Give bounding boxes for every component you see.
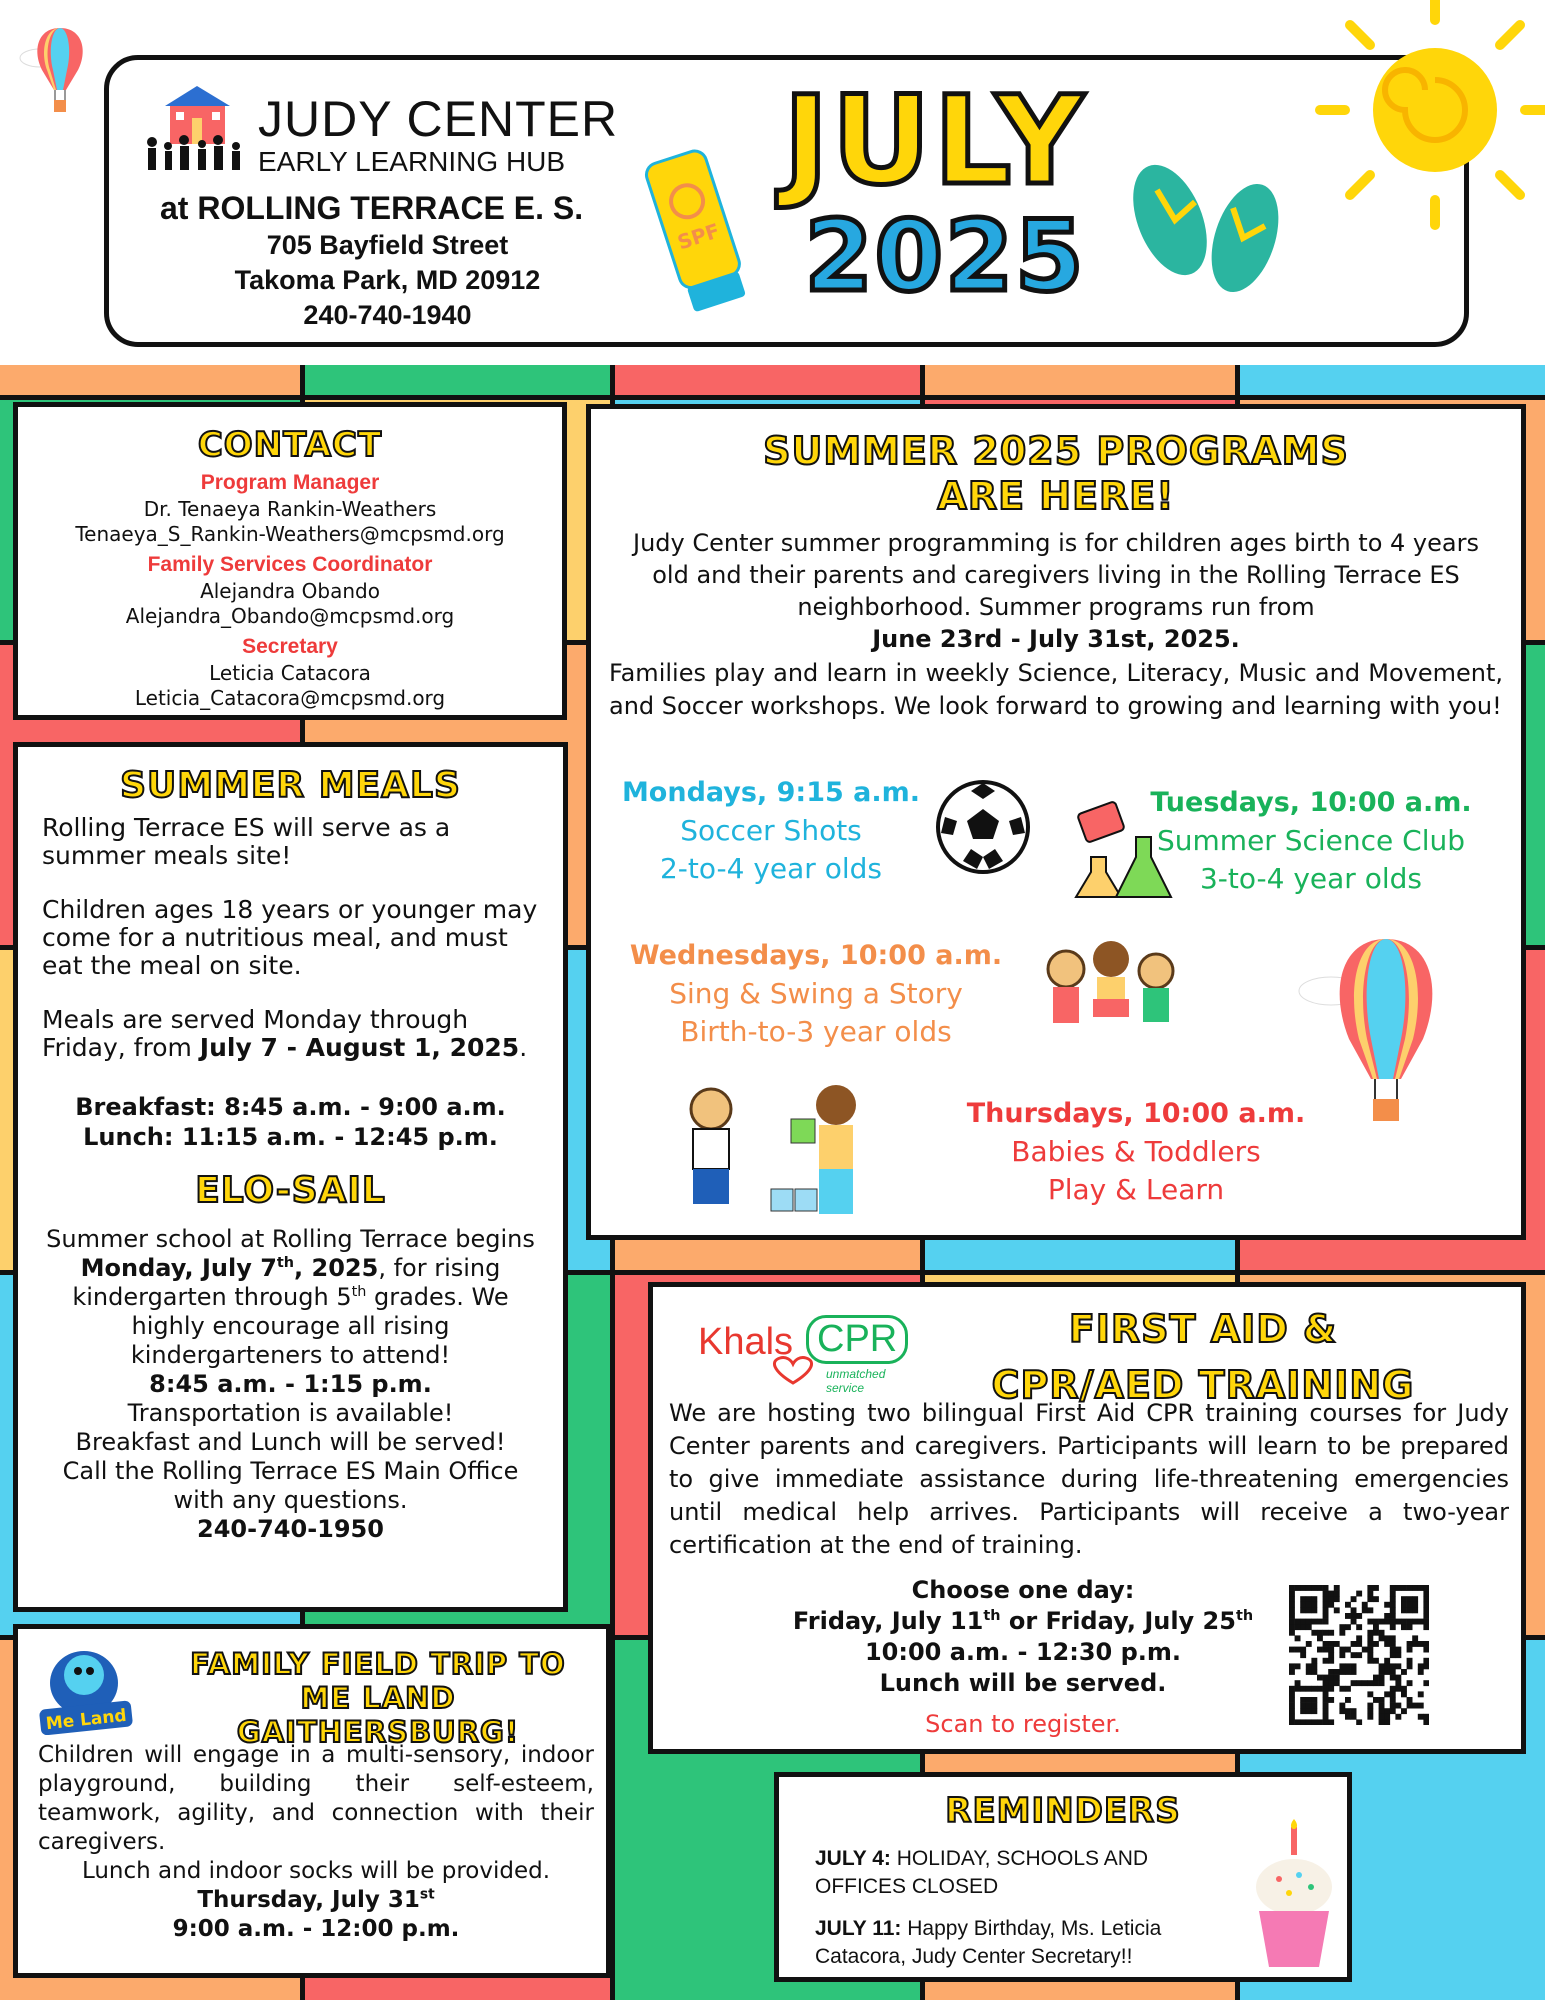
contact-role: Secretary — [242, 635, 338, 658]
contact-role: Family Services Coordinator — [147, 553, 433, 576]
program-ages: 3-to-4 year olds — [1199, 862, 1422, 895]
field-trip-date-sup: st — [419, 1886, 435, 1903]
elo-time: 8:45 a.m. - 1:15 p.m. — [149, 1370, 432, 1398]
contact-name: Leticia Catacora — [209, 661, 371, 685]
elo-text: , for rising kindergarten through 5 — [72, 1254, 501, 1311]
spf-label: SPF — [674, 218, 723, 255]
heartbeat-icon — [768, 1355, 818, 1385]
flip-flops-icon — [1125, 150, 1295, 300]
program-ages: Play & Learn — [1047, 1173, 1225, 1206]
header-area — [0, 0, 1545, 365]
cupcake-icon — [1249, 1817, 1339, 1977]
street-address: 705 Bayfield Street — [266, 230, 509, 260]
meal-times — [18, 1092, 563, 1152]
grid-cell — [615, 365, 920, 395]
first-aid-body: We are hosting two bilingual First Aid CPR training courses for Judy Center parents and caregivers. Participants will learn to be prepared to give immediate assistance during life-threatening emergencies until medical help arrives. Participants will receive a two-year certification at the end of training. — [669, 1399, 1509, 1559]
year-title: 2025 — [804, 200, 1086, 314]
program-ages: 2-to-4 year olds — [659, 852, 882, 885]
field-trip-title-line: ME LAND GAITHERSBURG! — [236, 1681, 520, 1749]
program-name: Soccer Shots — [680, 814, 862, 847]
school-name: at ROLLING TERRACE E. S. — [160, 190, 584, 226]
elo-sail-title: ELO-SAIL — [195, 1170, 386, 1211]
lunch-time: Lunch: 11:15 a.m. - 12:45 p.m. — [83, 1123, 498, 1151]
programs-title-line: ARE HERE! — [937, 474, 1175, 518]
school-logo-icon — [140, 82, 255, 177]
field-trip-date-text: Thursday, July 31 — [197, 1887, 420, 1913]
program-day: Thursdays, 10:00 a.m. — [966, 1098, 1306, 1129]
first-aid-scan-text: Scan to register. — [925, 1710, 1121, 1738]
programs-intro-text: Judy Center summer programming is for children ages birth to 4 years old and their parents and caregivers living in the Rolling Terrace ES neighborhood. Summer programs run from — [633, 529, 1479, 621]
meals-p3-end: . — [519, 1033, 528, 1062]
field-trip-provided: Lunch and indoor socks will be provided. — [81, 1858, 551, 1884]
contact-name: Alejandra Obando — [200, 579, 380, 603]
soccer-ball-icon — [933, 777, 1033, 877]
grid-cell — [305, 365, 610, 395]
reminder-item — [815, 1915, 1207, 1971]
programs-description: Families play and learn in weekly Science, Literacy, Music and Movement, and Soccer workshops. We look forward to growing and learning with you! — [609, 659, 1503, 720]
contact-email[interactable]: Tenaeya_S_Rankin-Weathers@mcpsmd.org — [75, 522, 505, 546]
program-tuesday — [1121, 784, 1501, 898]
contact-name: Dr. Tenaeya Rankin-Weathers — [143, 497, 437, 521]
elo-date-year: , 2025 — [294, 1254, 379, 1282]
field-trip-body — [38, 1741, 594, 1944]
programs-title-line: SUMMER 2025 PROGRAMS — [763, 429, 1349, 473]
first-aid-date-2: or Friday, July 25 — [1000, 1607, 1236, 1635]
month-title: JULY — [783, 70, 1087, 212]
elo-paragraph — [36, 1225, 545, 1370]
khals-logo-text: Khals — [698, 1321, 794, 1363]
field-trip-title-line: FAMILY FIELD TRIP TO — [190, 1647, 566, 1681]
center-phone: 240-740-1940 — [303, 300, 472, 330]
field-trip-date — [38, 1886, 594, 1915]
breakfast-time: Breakfast: 8:45 a.m. - 9:00 a.m. — [75, 1093, 506, 1121]
reminder-text: Happy Birthday, Ms. Leticia Catacora, Judy Center Secretary!! — [815, 1917, 1162, 1968]
contact-email[interactable]: Leticia_Catacora@mcpsmd.org — [134, 686, 446, 710]
khals-logo-tagline: unmatched service — [826, 1367, 886, 1395]
me-land-logo-text: Me Land — [44, 1705, 128, 1735]
first-aid-date-sup: th — [983, 1608, 1001, 1624]
hot-air-balloon-icon — [10, 20, 110, 140]
reminders-title: REMINDERS — [945, 1791, 1181, 1831]
elo-transport: Transportation is available! — [127, 1399, 454, 1427]
programs-title — [591, 429, 1521, 519]
grid-cell — [1240, 365, 1545, 395]
program-name: Summer Science Club — [1157, 824, 1465, 857]
meals-paragraph-1: Rolling Terrace ES will serve as a summer meals site! — [42, 813, 451, 870]
elo-grade-sup: th — [351, 1284, 367, 1300]
program-name: Sing & Swing a Story — [669, 977, 963, 1010]
meals-p3-text: Meals are served Monday through Friday, from — [42, 1005, 469, 1062]
khals-cpr-logo — [698, 1313, 918, 1395]
program-ages: Birth-to-3 year olds — [680, 1015, 952, 1048]
program-name: Babies & Toddlers — [1011, 1135, 1261, 1168]
elo-phone: 240-740-1950 — [197, 1515, 384, 1543]
first-aid-title-line: CPR/AED TRAINING — [991, 1363, 1415, 1407]
field-trip-panel — [13, 1624, 611, 1978]
first-aid-title-line: FIRST AID & — [1068, 1307, 1338, 1351]
contact-panel — [13, 402, 567, 720]
field-trip-time: 9:00 a.m. - 12:00 p.m. — [172, 1916, 460, 1942]
me-land-logo — [26, 1635, 146, 1735]
programs-intro — [611, 527, 1501, 655]
elo-text: grades. We highly encourage all rising kindergarteners to attend! — [130, 1283, 509, 1369]
sun-icon — [1305, 0, 1545, 250]
program-monday — [611, 774, 931, 888]
field-trip-title — [158, 1647, 598, 1749]
first-aid-choose: Choose one day: — [911, 1576, 1135, 1604]
hub-subtitle: EARLY LEARNING HUB — [258, 146, 566, 177]
children-music-icon — [1031, 929, 1191, 1059]
first-aid-panel — [648, 1282, 1526, 1754]
program-thursday — [911, 1095, 1361, 1209]
elo-date-sup: th — [276, 1255, 295, 1271]
programs-dates: June 23rd - July 31st, 2025. — [872, 625, 1240, 653]
grid-cell — [0, 365, 300, 395]
city-address: Takoma Park, MD 20912 — [234, 265, 541, 295]
elo-date-text: Monday, July 7 — [80, 1254, 277, 1282]
reminder-text: HOLIDAY, SCHOOLS AND OFFICES CLOSED — [815, 1847, 1149, 1898]
first-aid-time: 10:00 a.m. - 12:30 p.m. — [864, 1638, 1182, 1666]
contact-title: CONTACT — [197, 425, 383, 465]
contact-email[interactable]: Alejandra_Obando@mcpsmd.org — [125, 604, 455, 628]
first-aid-date-sup: th — [1235, 1608, 1254, 1624]
elo-meals: Breakfast and Lunch will be served! — [75, 1428, 506, 1456]
elo-call: Call the Rolling Terrace ES Main Office with any questions. — [62, 1457, 519, 1514]
program-day: Mondays, 9:15 a.m. — [621, 777, 921, 808]
qr-code-icon[interactable] — [1289, 1585, 1429, 1725]
reminders-panel — [774, 1772, 1352, 1982]
grid-cell — [925, 365, 1235, 395]
reminder-item — [815, 1845, 1207, 1901]
first-aid-lunch: Lunch will be served. — [879, 1669, 1167, 1697]
program-day: Tuesdays, 10:00 a.m. — [1150, 787, 1472, 818]
sunscreen-icon — [636, 142, 756, 317]
field-trip-description: Children will engage in a multi-sensory, indoor playground, building their self-esteem, teamwork, agility, and connection with their caregivers. — [38, 1742, 594, 1855]
first-aid-dates — [773, 1606, 1273, 1637]
meals-dates: July 7 - August 1, 2025 — [199, 1033, 520, 1062]
meals-paragraph-3 — [42, 1006, 539, 1062]
summer-meals-panel — [13, 742, 568, 1612]
elo-start-date — [81, 1254, 379, 1282]
first-aid-schedule — [773, 1575, 1273, 1740]
program-wednesday — [606, 937, 1026, 1051]
program-day: Wednesdays, 10:00 a.m. — [629, 940, 1003, 971]
meals-paragraph-2: Children ages 18 years or younger may come for a nutritious meal, and must eat the meal on site. — [42, 895, 538, 980]
reminder-date: JULY 11: — [815, 1917, 902, 1940]
elo-text: Summer school at Rolling Terrace begins — [46, 1225, 535, 1253]
meals-title: SUMMER MEALS — [120, 765, 461, 806]
contact-role: Program Manager — [200, 471, 380, 494]
reminder-date: JULY 4: — [815, 1847, 891, 1870]
hub-name: JUDY CENTER — [258, 91, 619, 147]
summer-programs-panel — [586, 404, 1526, 1240]
cpr-logo-text: CPR — [806, 1315, 908, 1364]
children-blocks-icon — [671, 1079, 891, 1229]
first-aid-date-1: Friday, July 11 — [792, 1607, 984, 1635]
